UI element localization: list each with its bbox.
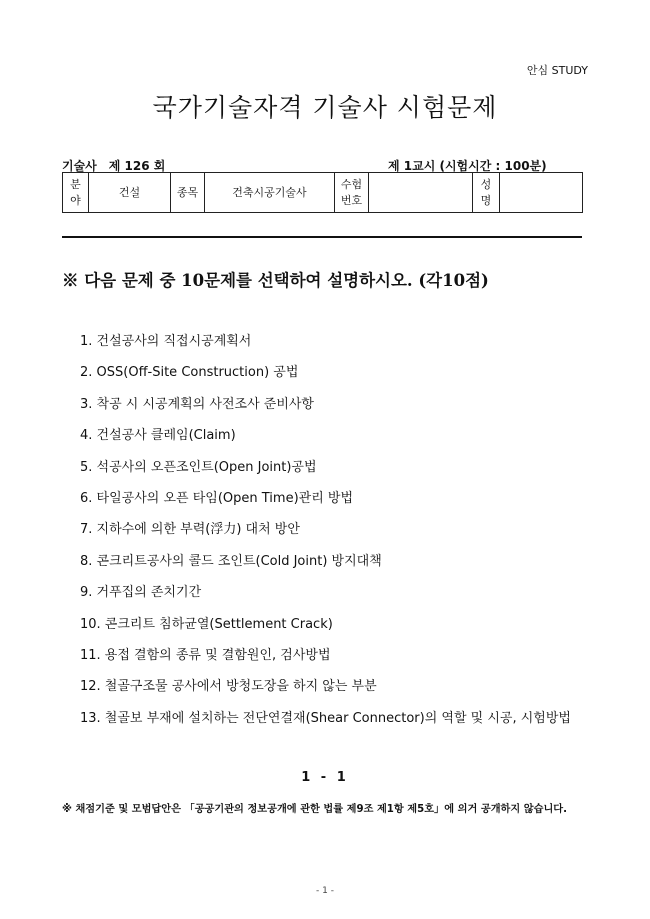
exam-number-label: 수험 번호: [335, 173, 369, 213]
name-field[interactable]: [500, 173, 583, 213]
question-item: 9. 거푸집의 존치기간: [80, 585, 202, 601]
exam-number-field[interactable]: [369, 173, 473, 213]
question-item: 7. 지하수에 의한 부력(浮力) 대처 방안: [80, 522, 300, 538]
exam-info-table: [62, 172, 583, 213]
question-item: 10. 콘크리트 침하균열(Settlement Crack): [80, 616, 333, 632]
question-item: 5. 석공사의 오픈조인트(Open Joint)공법: [80, 459, 317, 475]
question-item: 2. OSS(Off-Site Construction) 공법: [80, 365, 299, 381]
brand-label: 안심 STUDY: [526, 64, 588, 77]
page-indicator: 1 - 1: [301, 770, 349, 785]
question-item: 8. 콘크리트공사의 콜드 조인트(Cold Joint) 방지대책: [80, 553, 382, 569]
question-item: 6. 타일공사의 오픈 타임(Open Time)관리 방법: [80, 490, 353, 506]
question-item: 4. 건설공사 클레임(Claim): [80, 428, 236, 444]
question-item: 13. 철골보 부재에 설치하는 전단연결재(Shear Connector)의 역할 및 시공, 시험방법: [80, 710, 571, 726]
question-item: 11. 용접 결함의 종류 및 결함원인, 검사방법: [80, 647, 331, 663]
question-item: 1. 건설공사의 직접시공계획서: [80, 334, 252, 349]
page-footer: - 1 -: [316, 886, 334, 896]
divider: [62, 236, 582, 238]
name-label: 성 명: [473, 173, 500, 213]
field-label: 분 야: [63, 173, 89, 213]
page-title: 국가기술자격 기술사 시험문제: [152, 93, 498, 122]
category-label: 종목: [171, 173, 205, 213]
category-value: 건축시공기술사: [205, 173, 335, 213]
exam-session: 제 1교시 (시험시간 : 100분): [388, 159, 547, 173]
instruction: ※ 다음 문제 중 10문제를 선택하여 설명하시오. (각10점): [62, 271, 489, 290]
question-item: 3. 착공 시 시공계획의 사전조사 준비사항: [80, 396, 314, 412]
exam-type: 기술사: [62, 159, 97, 173]
field-value: 건설: [89, 173, 171, 213]
exam-round: 제 126 회: [108, 159, 166, 173]
disclosure-notice: ※ 채점기준 및 모범답안은 「공공기관의 정보공개에 관한 법률 제9조 제1항 제5호」에 의거 공개하지 않습니다.: [62, 804, 568, 815]
question-list: [80, 330, 620, 738]
question-item: 12. 철골구조물 공사에서 방청도장을 하지 않는 부분: [80, 679, 377, 695]
